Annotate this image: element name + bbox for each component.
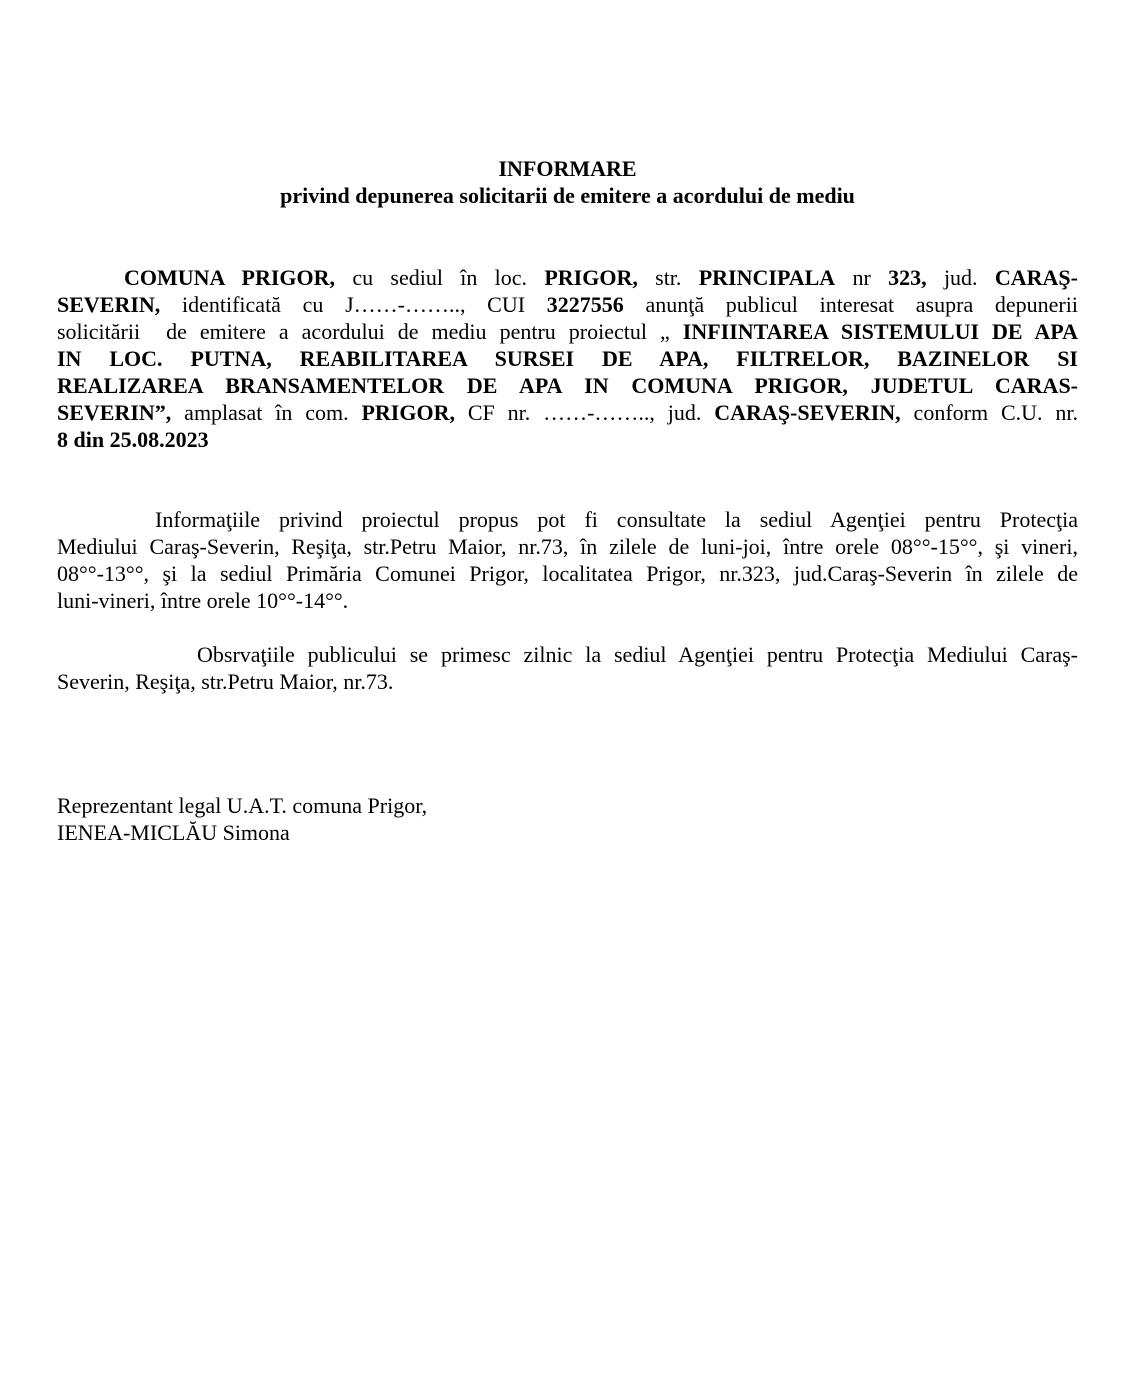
text-line xyxy=(57,345,1078,372)
document-subtitle: privind depunerea solicitarii de emitere a acordului de mediu xyxy=(280,183,855,208)
text-segment: CF nr. ……-…….., jud. xyxy=(454,400,715,425)
consultation-paragraph xyxy=(57,506,1078,614)
text-segment: identificată cu J……-…….., CUI xyxy=(160,292,547,317)
document-title: INFORMARE xyxy=(498,156,637,181)
text-segment: conform C.U. nr. xyxy=(900,400,1078,425)
bold-text-segment: SEVERIN, xyxy=(57,292,161,317)
text-line xyxy=(57,426,1078,453)
text-segment: solicitării de emitere a acordului de mediu pentru proiectul „ xyxy=(57,319,683,344)
text-line xyxy=(57,372,1078,399)
text-segment: jud. xyxy=(926,265,995,290)
text-segment: str. xyxy=(637,265,699,290)
text-line xyxy=(57,641,1078,668)
bold-text-segment: 3227556 xyxy=(546,292,624,317)
text-line xyxy=(57,792,1078,819)
text-segment: IENEA-MICLĂU Simona xyxy=(57,820,290,845)
bold-text-segment: PRINCIPALA xyxy=(698,265,836,290)
bold-text-segment: COMUNA PRIGOR, xyxy=(124,265,336,290)
bold-text-segment: PRIGOR, xyxy=(544,265,638,290)
bold-text-segment: CARAŞ- xyxy=(994,265,1078,290)
text-segment: nr xyxy=(835,265,889,290)
text-line xyxy=(57,318,1078,345)
text-line xyxy=(57,399,1078,426)
bold-text-segment: 8 din 25.08.2023 xyxy=(57,427,209,452)
text-line xyxy=(57,560,1078,587)
text-segment: Informaţiile privind proiectul propus pot fi consultate la sediul Agenţiei pentru Protecţia xyxy=(155,507,1078,532)
bold-text-segment: CARAŞ-SEVERIN, xyxy=(714,400,901,425)
observations-paragraph xyxy=(57,641,1078,695)
text-line xyxy=(57,506,1078,533)
text-line xyxy=(57,819,1078,846)
document-header xyxy=(57,155,1078,209)
text-segment: 08°°-13°°, şi la sediul Primăria Comunei Prigor, localitatea Prigor, nr.323, jud.Caraş-Severin în zilele de xyxy=(57,561,1078,586)
document-body xyxy=(57,264,1078,846)
text-segment: luni-vineri, între orele 10°°-14°°. xyxy=(57,588,349,613)
text-line xyxy=(57,291,1078,318)
text-segment: Mediului Caraş-Severin, Reşiţa, str.Petru Maior, nr.73, în zilele de luni-joi, între orele 08°°-15°°, şi vineri, xyxy=(57,534,1078,559)
bold-text-segment: PRIGOR, xyxy=(361,400,455,425)
text-segment: anunţă publicul interesat asupra depunerii xyxy=(623,292,1078,317)
bold-text-segment: IN LOC. PUTNA, REABILITAREA SURSEI DE APA, FILTRELOR, BAZINELOR SI xyxy=(57,346,1078,371)
bold-text-segment: REALIZAREA BRANSAMENTELOR DE APA IN COMUNA PRIGOR, JUDETUL CARAS- xyxy=(57,373,1078,398)
text-line xyxy=(57,587,1078,614)
text-segment: Reprezentant legal U.A.T. comuna Prigor, xyxy=(57,793,428,818)
text-line xyxy=(57,668,1078,695)
text-segment: amplasat în com. xyxy=(171,400,362,425)
text-line xyxy=(57,533,1078,560)
text-segment: Obsrvaţiile publicului se primesc zilnic la sediul Agenţiei pentru Protecţia Mediului Caraş- xyxy=(197,642,1078,667)
bold-text-segment: SEVERIN”, xyxy=(57,400,172,425)
signature-block xyxy=(57,792,1078,846)
bold-text-segment: INFIINTAREA SISTEMULUI DE APA xyxy=(682,319,1078,344)
text-line xyxy=(57,264,1078,291)
intro-paragraph xyxy=(57,264,1078,453)
bold-text-segment: 323, xyxy=(888,265,927,290)
text-segment: Severin, Reşiţa, str.Petru Maior, nr.73. xyxy=(57,669,394,694)
text-segment: cu sediul în loc. xyxy=(335,265,545,290)
